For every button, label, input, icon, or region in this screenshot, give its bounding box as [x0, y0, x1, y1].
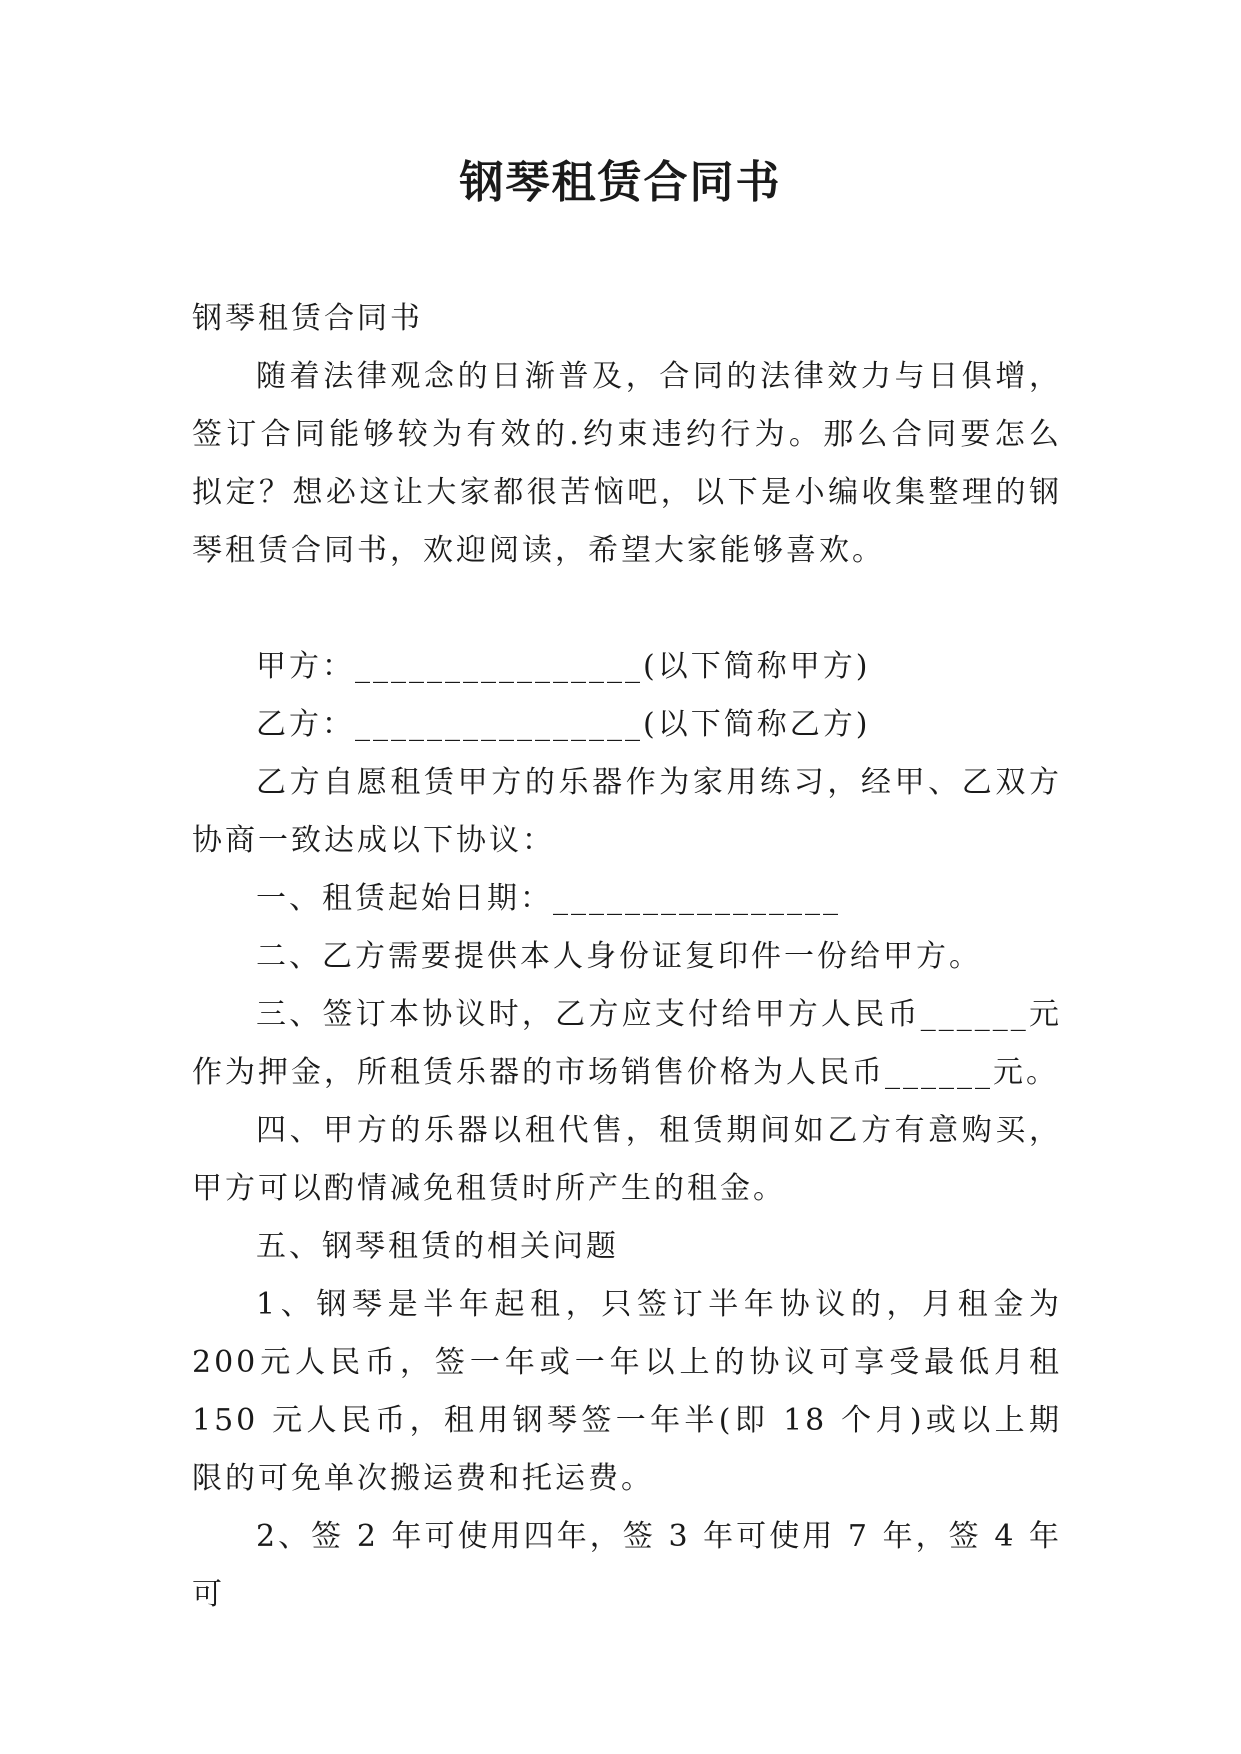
- clause-2: 二、乙方需要提供本人身份证复印件一份给甲方。: [256, 939, 982, 974]
- agreement-preamble: 乙方自愿租赁甲方的乐器作为家用练习，经甲、乙双方协商一致达成以下协议：: [192, 765, 1062, 858]
- party-b-line: 乙方：________________(以下简称乙方): [256, 707, 871, 742]
- clause-4: 四、甲方的乐器以租代售，租赁期间如乙方有意购买，甲方可以酌情减免租赁时所产生的租金。: [192, 1113, 1062, 1206]
- paragraph-spacer: [192, 580, 1062, 638]
- document-body: [192, 290, 1062, 1624]
- clause-5-item-1: 1、钢琴是半年起租，只签订半年协议的，月租金为 200元人民币，签一年或一年以上的协议可享受最低月租 150 元人民币，租用钢琴签一年半(即 18 个月)或以上期限的可免单次搬运费和托运费。: [192, 1287, 1062, 1496]
- clause-5: 五、钢琴租赁的相关问题: [256, 1229, 619, 1264]
- document-title: 钢琴租赁合同书: [459, 157, 782, 208]
- clause-3: 三、签订本协议时，乙方应支付给甲方人民币______元作为押金，所租赁乐器的市场销售价格为人民币______元。: [192, 997, 1062, 1090]
- body-heading: 钢琴租赁合同书: [192, 301, 423, 336]
- intro-paragraph: 随着法律观念的日渐普及，合同的法律效力与日俱增，签订合同能够较为有效的.约束违约行为。那么合同要怎么拟定？想必这让大家都很苦恼吧，以下是小编收集整理的钢琴租赁合同书，欢迎阅读，希望大家能够喜欢。: [192, 359, 1062, 568]
- clause-1: 一、租赁起始日期：________________: [256, 881, 841, 916]
- party-a-line: 甲方：________________(以下简称甲方): [256, 649, 871, 684]
- clause-5-item-2: 2、签 2 年可使用四年，签 3 年可使用 7 年，签 4 年可: [192, 1519, 1062, 1612]
